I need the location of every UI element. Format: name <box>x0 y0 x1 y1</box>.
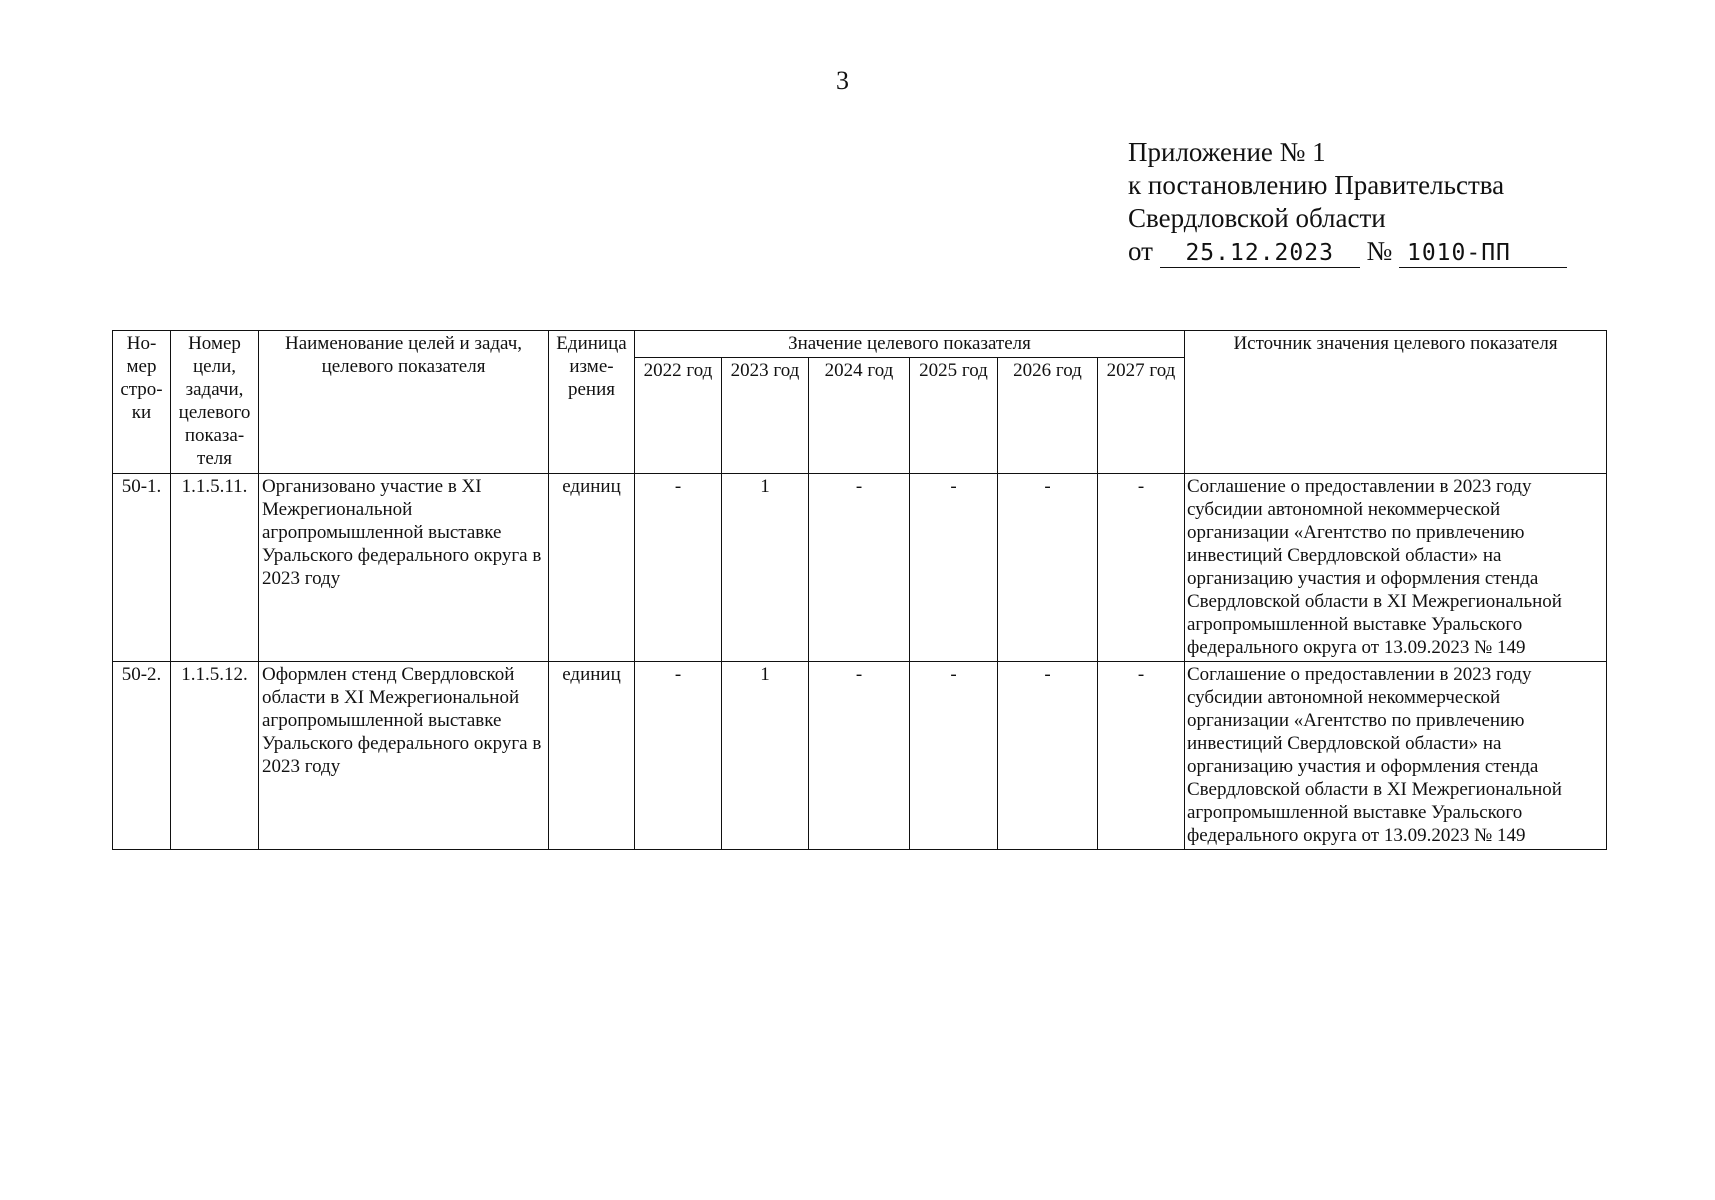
value-2023: 1 <box>722 474 809 662</box>
appendix-block <box>1128 136 1567 268</box>
row-no: 50-2. <box>113 662 171 850</box>
appendix-date-number-line <box>1128 235 1567 268</box>
header-year-2025: 2025 год <box>910 358 998 474</box>
header-year-2023: 2023 год <box>722 358 809 474</box>
header-year-2027: 2027 год <box>1098 358 1185 474</box>
header-year-2022: 2022 год <box>635 358 722 474</box>
appendix-title: Приложение № 1 <box>1128 137 1326 167</box>
from-label: от <box>1128 236 1153 266</box>
source: Соглашение о предоставлении в 2023 году субсидии автономной некоммерческой организации «Агентство по привлечению инвестиций Свердловской области» на организацию участия и оформления стенда Свердловской области в XI Межрегиональной агропромышленной выставке Уральского федерального округа от 13.09.2023 № 149 <box>1185 474 1607 662</box>
value-2022: - <box>635 662 722 850</box>
value-2024: - <box>809 662 910 850</box>
header-value-group: Значение целевого показателя <box>635 331 1185 358</box>
value-2026: - <box>998 662 1098 850</box>
header-name: Наименование целей и задач, целевого показателя <box>259 331 549 474</box>
header-row-1 <box>113 331 1607 358</box>
header-unit: Единица изме-рения <box>549 331 635 474</box>
value-2025: - <box>910 662 998 850</box>
value-2027: - <box>1098 474 1185 662</box>
value-2027: - <box>1098 662 1185 850</box>
value-2023: 1 <box>722 662 809 850</box>
resolution-number: 1010-ПП <box>1399 240 1567 268</box>
goal-no: 1.1.5.11. <box>171 474 259 662</box>
value-2026: - <box>998 474 1098 662</box>
targets-table <box>112 330 1607 850</box>
value-2024: - <box>809 474 910 662</box>
indicator-name: Оформлен стенд Свердловской области в XI Межрегиональной агропромышленной выставке Уральского федерального округа в 2023 году <box>259 662 549 850</box>
unit: единиц <box>549 662 635 850</box>
appendix-region-line: Свердловской области <box>1128 203 1386 233</box>
goal-no: 1.1.5.12. <box>171 662 259 850</box>
header-source: Источник значения целевого показателя <box>1185 331 1607 474</box>
row-no: 50-1. <box>113 474 171 662</box>
value-2022: - <box>635 474 722 662</box>
number-label: № <box>1366 236 1393 266</box>
header-row-no: Но-мер стро-ки <box>113 331 171 474</box>
header-goal-no: Номер цели, задачи, целевого показа-теля <box>171 331 259 474</box>
table-row <box>113 474 1607 662</box>
appendix-resolution-line: к постановлению Правительства <box>1128 170 1505 200</box>
indicator-name: Организовано участие в XI Межрегиональной агропромышленной выставке Уральского федерального округа в 2023 году <box>259 474 549 662</box>
resolution-date: 25.12.2023 <box>1160 240 1360 268</box>
value-2025: - <box>910 474 998 662</box>
unit: единиц <box>549 474 635 662</box>
source: Соглашение о предоставлении в 2023 году субсидии автономной некоммерческой организации «Агентство по привлечению инвестиций Свердловской области» на организацию участия и оформления стенда Свердловской области в XI Межрегиональной агропромышленной выставке Уральского федерального округа от 13.09.2023 № 149 <box>1185 662 1607 850</box>
header-year-2024: 2024 год <box>809 358 910 474</box>
table-row <box>113 662 1607 850</box>
page-number: 3 <box>836 66 849 95</box>
header-year-2026: 2026 год <box>998 358 1098 474</box>
